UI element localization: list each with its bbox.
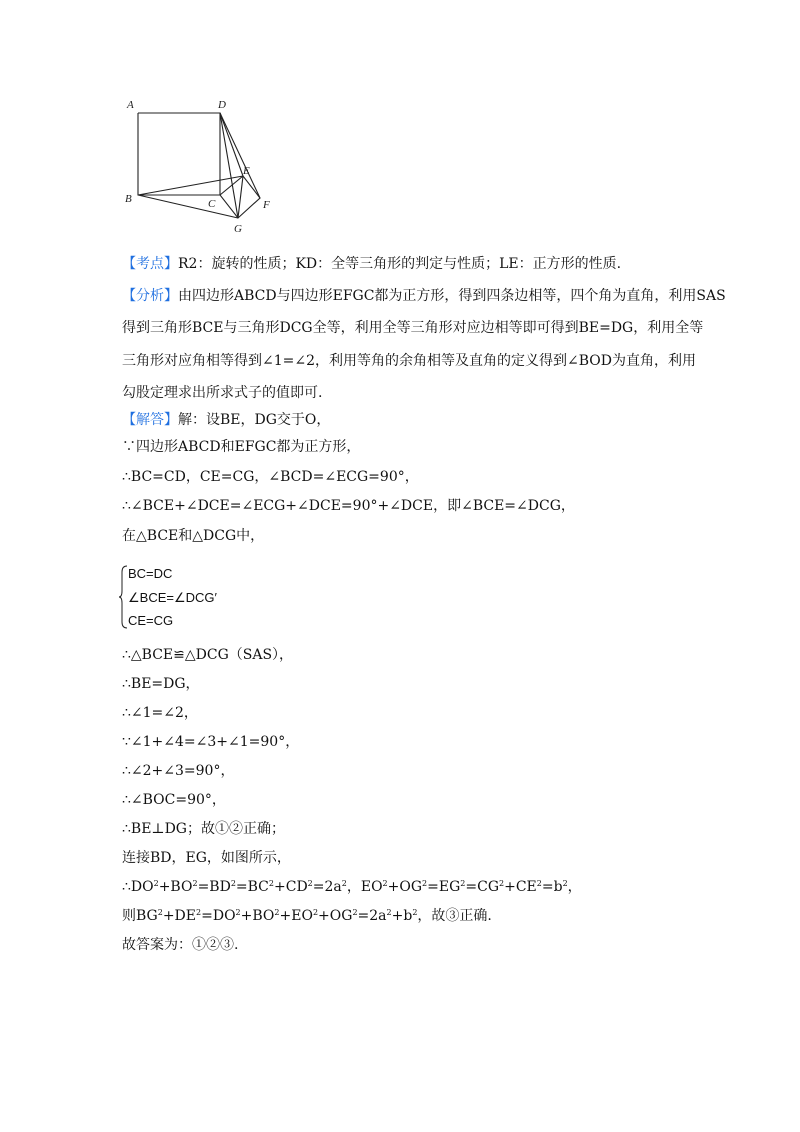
l14-d: +BO (240, 908, 275, 924)
jieda-line-8: ∵∠1+∠4=∠3+∠1=90°， (122, 734, 300, 750)
label-f: F (263, 199, 270, 211)
system-row-1: BC=DC (128, 566, 173, 581)
label-d: D (218, 99, 226, 111)
segment-de (220, 113, 243, 176)
label-b: B (125, 193, 132, 205)
jieda-line-2: ∴BC=CD，CE=CG，∠BCD=∠ECG=90°， (122, 469, 419, 485)
system-row-3: CE=CG (128, 613, 174, 628)
l13-i: =EG (427, 879, 461, 895)
l13-h: +OG (387, 879, 423, 895)
jieda-tag: 【解答】 (122, 412, 178, 428)
sup: 2 (192, 879, 198, 888)
label-a: A (127, 99, 134, 111)
sup: 2 (341, 879, 347, 888)
sup: 2 (412, 908, 418, 917)
system-row-2: ∠BCE=∠DCG′ (128, 590, 217, 605)
jieda-line-10: ∴∠BOC=90°， (122, 792, 226, 808)
sup: 2 (312, 908, 319, 917)
segment-dg (220, 113, 238, 218)
sup: 2 (460, 879, 466, 888)
label-g: G (234, 223, 242, 235)
label-e: E (243, 165, 250, 177)
fenxi-text-1: 由四边形ABCD与四边形EFGC都为正方形，得到四条边相等，四个角为直角，利用SAS (178, 288, 726, 304)
squares-diagram (118, 92, 288, 242)
l13-f: =2a (312, 879, 342, 895)
jieda-line-6: ∴BE=DG， (122, 676, 200, 692)
l14-e: +EO (279, 908, 313, 924)
sup: 2 (268, 879, 274, 888)
sup: 2 (274, 908, 280, 917)
l14-b: +DE (162, 908, 197, 924)
left-brace (118, 564, 128, 630)
fenxi-tag: 【分析】 (122, 288, 178, 304)
jieda-line-9: ∴∠2+∠3=90°， (122, 763, 235, 779)
jieda-line-14 (122, 906, 492, 926)
fenxi-line-1 (122, 286, 726, 306)
l13-j: =CG (465, 879, 500, 895)
jieda-line-7: ∴∠1=∠2， (122, 705, 198, 721)
sup: 2 (235, 908, 241, 917)
l14-f: +OG (318, 908, 353, 924)
sup: 2 (196, 908, 202, 917)
segment-df (220, 113, 260, 198)
sup: 2 (352, 908, 358, 917)
segment-ge (238, 176, 243, 218)
jieda-line-12: 连接BD，EG，如图所示， (122, 850, 291, 866)
l13-d: =BC (235, 879, 269, 895)
fenxi-line-2: 得到三角形BCE与三角形DCG全等，利用全等三角形对应边相等即可得到BE=DG，利用全等 (122, 320, 704, 336)
l13-k: +CE (504, 879, 537, 895)
sup: 2 (153, 879, 159, 888)
l14-i: ，故③正确. (417, 908, 492, 924)
kaodian-line (122, 254, 621, 274)
jieda-line-3: ∴∠BCE+∠DCE=∠ECG+∠DCE=90°+∠DCE，即∠BCE=∠DCG， (122, 498, 575, 514)
jieda-line-5: ∴△BCE≌△DCG（SAS）， (122, 647, 294, 663)
l13-g: ，EO (346, 879, 383, 895)
kaodian-tag: 【考点】 (122, 256, 178, 272)
l14-h: +b (391, 908, 413, 924)
jieda-line-15: 故答案为：①②③. (122, 937, 239, 953)
equation-system (118, 564, 268, 634)
jieda-line-intro (122, 410, 330, 430)
fenxi-line-4: 勾股定理求出所求式子的值即可. (122, 385, 323, 401)
l13-l: =b (541, 879, 563, 895)
jieda-line-1: ∵四边形ABCD和EFGC都为正方形， (122, 439, 361, 455)
l13-a: ∴DO (122, 879, 154, 895)
fenxi-line-3: 三角形对应角相等得到∠1=∠2，利用等角的余角相等及直角的定义得到∠BOD为直角，利用 (122, 353, 696, 369)
l13-e: +CD (274, 879, 308, 895)
kaodian-text: R2：旋转的性质；KD：全等三角形的判定与性质；LE：正方形的性质. (178, 256, 622, 272)
jieda-line-4: 在△BCE和△DCG中， (122, 528, 265, 544)
l14-a: 则BG (122, 908, 158, 924)
l13-m: ， (567, 879, 582, 895)
sup: 2 (307, 879, 313, 888)
l14-g: =2a (357, 908, 387, 924)
sup: 2 (536, 879, 542, 888)
sup: 2 (386, 908, 392, 917)
jieda-line-11: ∴BE⊥DG；故①②正确； (122, 821, 285, 837)
sup: 2 (157, 908, 163, 917)
l13-b: +BO (158, 879, 193, 895)
sup: 2 (382, 879, 388, 888)
sup: 2 (230, 879, 236, 888)
segment-be (138, 176, 243, 195)
sup: 2 (562, 879, 568, 888)
geometry-figure (118, 92, 288, 242)
l14-c: =DO (201, 908, 236, 924)
l13-c: =BD (197, 879, 231, 895)
sup: 2 (422, 879, 428, 888)
jieda-intro: 解：设BE，DG交于O， (178, 412, 331, 428)
label-c: C (208, 198, 216, 210)
jieda-line-13 (122, 877, 582, 897)
sup: 2 (499, 879, 505, 888)
